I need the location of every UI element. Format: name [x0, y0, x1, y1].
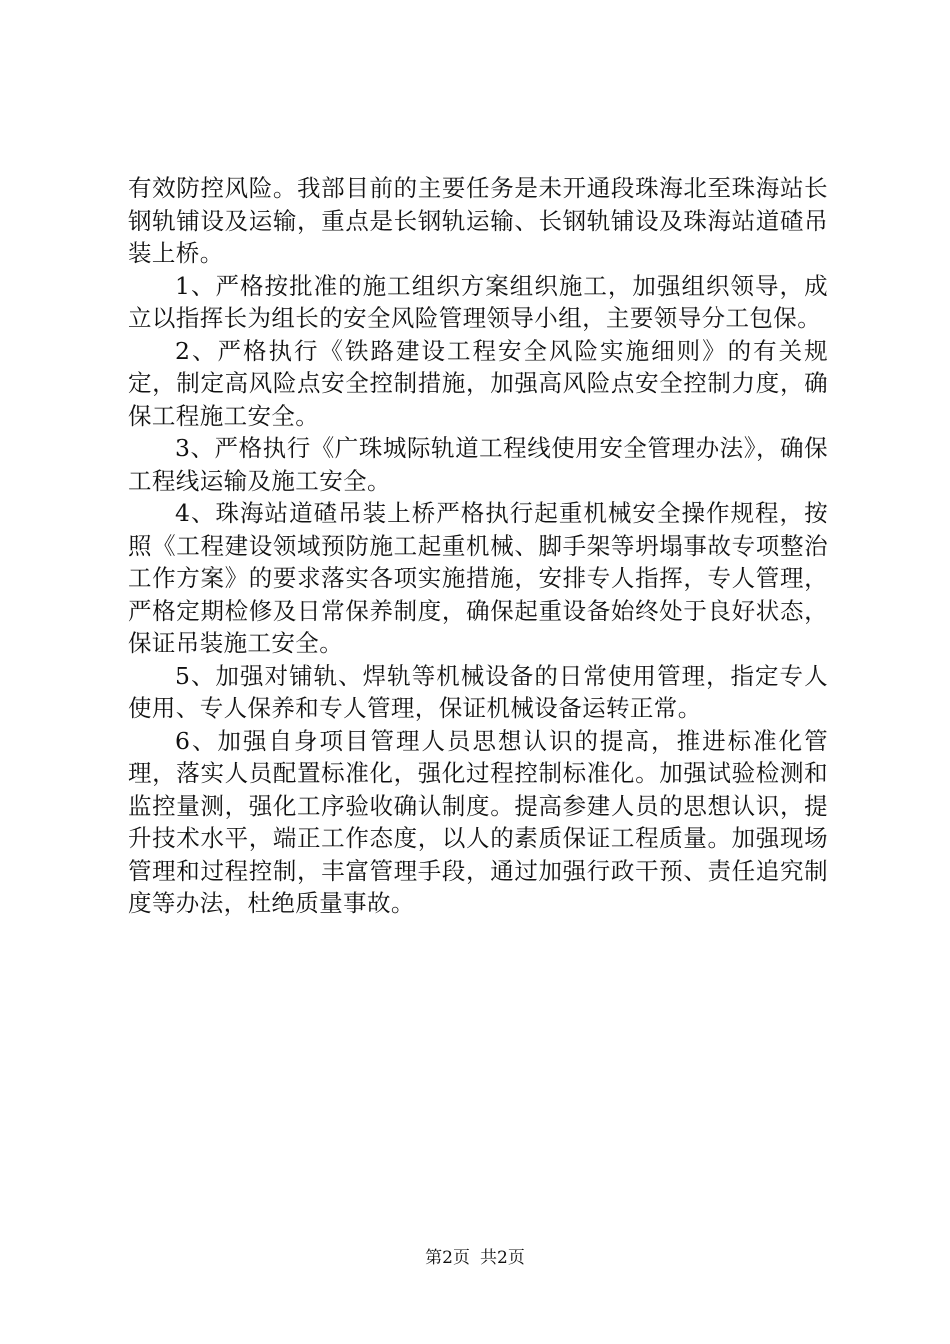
page-footer — [0, 1243, 950, 1268]
page-number: 第2页 — [425, 1248, 470, 1268]
document-body — [128, 172, 828, 920]
paragraph-item-6: 6、加强自身项目管理人员思想认识的提高，推进标准化管理，落实人员配置标准化，强化过程控制标准化。加强试验检测和监控量测，强化工序验收确认制度。提高参建人员的思想认识，提升技术水平，端正工作态度，以人的素质保证工程质量。加强现场管理和过程控制，丰富管理手段，通过加强行政干预、责任追究制度等办法，杜绝质量事故。 — [128, 726, 828, 917]
paragraph-continuation: 有效防控风险。我部目前的主要任务是未开通段珠海北至珠海站长钢轨铺设及运输，重点是长钢轨运输、长钢轨铺设及珠海站道碴吊装上桥。 — [128, 174, 828, 267]
paragraph-item-1: 1、严格按批准的施工组织方案组织施工，加强组织领导，成立以指挥长为组长的安全风险管理领导小组，主要领导分工包保。 — [128, 271, 828, 332]
page-total: 共2页 — [480, 1248, 525, 1268]
paragraph-item-5: 5、加强对铺轨、焊轨等机械设备的日常使用管理，指定专人使用、专人保养和专人管理，保证机械设备运转正常。 — [128, 661, 828, 722]
paragraph-item-2: 2、严格执行《铁路建设工程安全风险实施细则》的有关规定，制定高风险点安全控制措施，加强高风险点安全控制力度，确保工程施工安全。 — [128, 336, 828, 430]
paragraph-item-3: 3、严格执行《广珠城际轨道工程线使用安全管理办法》，确保工程线运输及施工安全。 — [128, 434, 828, 495]
paragraph-item-4: 4、珠海站道碴吊装上桥严格执行起重机械安全操作规程，按照《工程建设领域预防施工起重机械、脚手架等坍塌事故专项整治工作方案》的要求落实各项实施措施，安排专人指挥，专人管理，严格定期检修及日常保养制度，确保起重设备始终处于良好状态，保证吊装施工安全。 — [128, 499, 828, 657]
